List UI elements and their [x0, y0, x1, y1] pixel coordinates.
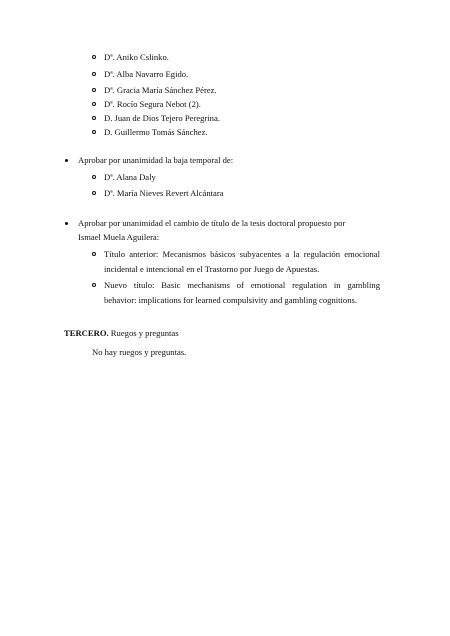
hollow-bullet-icon: [92, 175, 96, 179]
section-title: Ruegos y preguntas: [108, 328, 179, 338]
list-item: Dª. Aniko Cslinko.: [104, 52, 169, 62]
hollow-bullet-icon: [92, 116, 96, 120]
baja-heading: Aprobar por unanimidad la baja temporal de:: [78, 155, 234, 165]
list-item: Dª. Alana Daly: [104, 172, 156, 182]
hollow-bullet-icon: [92, 283, 96, 287]
list-item: Dª. Rocío Segura Nebot (2).: [104, 99, 201, 109]
list-item: Dª. Alba Navarro Egido.: [104, 69, 189, 79]
hollow-bullet-icon: [92, 102, 96, 106]
list-item: D. Juan de Dios Tejero Peregrina.: [104, 113, 220, 123]
hollow-bullet-icon: [92, 88, 96, 92]
bullet-icon: [65, 159, 68, 162]
nuevo-titulo-line2: behavior: implications for learned compulsivity and gambling cognitions.: [104, 295, 357, 305]
bullet-icon: [65, 222, 68, 225]
titulo-anterior-line2: incidental e intencional en el Trastorno por Juego de Apuestas.: [104, 264, 320, 274]
list-item: Dª. María Nieves Revert Alcántara: [104, 188, 224, 198]
list-item: D. Guillermo Tomás Sánchez.: [104, 127, 208, 137]
hollow-bullet-icon: [92, 252, 96, 256]
section-body: No hay ruegos y preguntas.: [92, 347, 187, 357]
hollow-bullet-icon: [92, 191, 96, 195]
cambio-heading-line1: Aprobar por unanimidad el cambio de título de la tesis doctoral propuesto por: [78, 218, 346, 228]
titulo-anterior-line1: Título anterior: Mecanismos básicos subyacentes a la regulación emocional: [104, 249, 380, 259]
section-heading: [64, 328, 179, 338]
hollow-bullet-icon: [92, 130, 96, 134]
cambio-heading-line2: Ismael Muela Aguilera:: [78, 232, 160, 242]
hollow-bullet-icon: [92, 72, 96, 76]
hollow-bullet-icon: [92, 55, 96, 59]
nuevo-titulo-line1: Nuevo título: Basic mechanisms of emotional regulation in gambling: [104, 280, 380, 290]
list-item: Dª. Gracia María Sánchez Pérez.: [104, 85, 217, 95]
section-label: TERCERO.: [64, 328, 109, 338]
